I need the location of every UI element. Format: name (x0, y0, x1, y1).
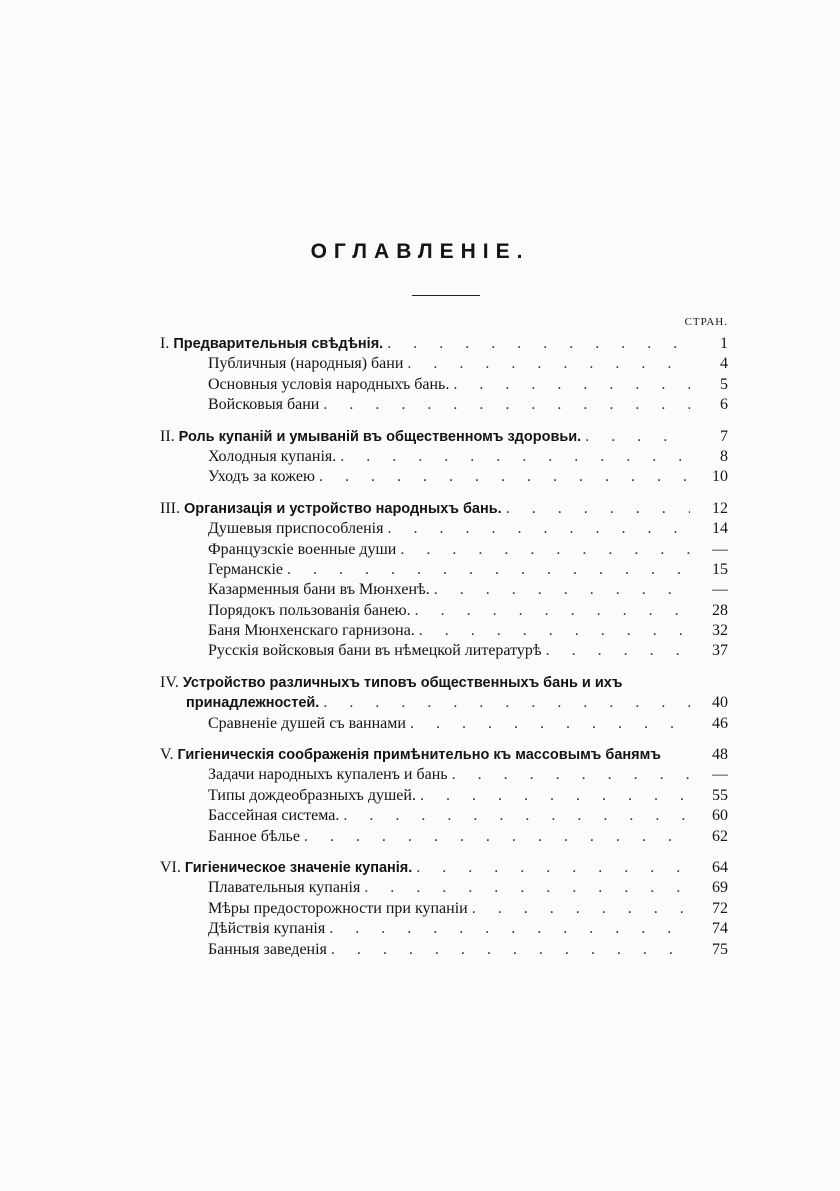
page-number: 10 (712, 468, 728, 486)
toc-entry-row (160, 899, 728, 919)
dot-leader (407, 354, 690, 374)
toc-entry-row (160, 765, 728, 785)
page-number: — (712, 540, 728, 558)
dot-leader (331, 940, 690, 960)
page-number: 37 (712, 642, 728, 660)
dot-leader (410, 714, 690, 734)
page-number: 6 (720, 396, 728, 414)
toc-entry-row (160, 878, 728, 898)
title-rule (412, 295, 480, 296)
toc-entry-row (160, 519, 728, 539)
toc-chapter-row (160, 858, 728, 878)
page-number: 40 (712, 694, 728, 712)
dot-leader (452, 765, 690, 785)
dot-leader (506, 499, 690, 519)
dot-leader (329, 919, 690, 939)
entry-title: Банное бѣлье (208, 827, 300, 845)
entry-title: Французскіе военные души (208, 540, 397, 558)
entry-title: Войсковыя бани (208, 396, 320, 414)
entry-title: Публичныя (народныя) бани (208, 355, 404, 373)
toc-entry-row (160, 580, 728, 600)
toc-entry-row (160, 447, 728, 467)
table-of-contents (160, 313, 728, 960)
toc-entry-row (160, 560, 728, 580)
entry-title: Холодныя купанія. (208, 447, 337, 465)
entry-title: Казарменныя бани въ Мюнхенѣ. (208, 581, 430, 599)
chapter-number: III. (160, 499, 184, 517)
dot-leader (304, 827, 690, 847)
toc-entry-row (160, 354, 728, 374)
entry-title: Типы дождеобразныхъ душей. (208, 786, 416, 804)
entry-title: Основныя условія народныхъ бань. (208, 375, 450, 393)
toc-chapter-row (160, 499, 728, 519)
entry-title: Дѣйствія купанія (208, 920, 326, 938)
toc-chapter-row (160, 427, 728, 447)
dot-leader (420, 786, 690, 806)
toc-chapter-row (160, 673, 728, 693)
page-number: — (712, 581, 728, 599)
toc-body (160, 334, 728, 960)
page-number: 8 (720, 447, 728, 465)
page-number: 64 (712, 858, 728, 876)
entry-title: Душевыя приспособленія (208, 520, 384, 538)
dot-leader (323, 395, 690, 415)
dot-leader (434, 580, 690, 600)
page-number: 5 (720, 375, 728, 393)
toc-entry-row (160, 714, 728, 734)
dot-leader (472, 899, 690, 919)
dot-leader (416, 858, 690, 878)
entry-title: Предварительныя свѣдѣнія. (173, 336, 384, 352)
dot-leader (319, 467, 690, 487)
page-number: 75 (712, 940, 728, 958)
chapter-number: II. (160, 427, 179, 445)
entry-title: Плавательныя купанія (208, 879, 361, 897)
dot-leader (415, 601, 690, 621)
toc-entry-row (160, 601, 728, 621)
toc-section (160, 673, 728, 734)
toc-entry-row (160, 540, 728, 560)
entry-title: Баня Мюнхенскаго гарнизона. (208, 622, 415, 640)
chapter-number: VI. (160, 858, 185, 876)
toc-entry-row (160, 467, 728, 487)
toc-entry-row (160, 827, 728, 847)
toc-entry-row (160, 786, 728, 806)
toc-section (160, 334, 728, 416)
chapter-number: I. (160, 335, 174, 352)
page-number: 28 (712, 601, 728, 619)
toc-section (160, 427, 728, 488)
dot-leader (387, 334, 690, 354)
toc-section (160, 499, 728, 662)
entry-title: Гигіеническое значеніе купанія. (184, 859, 413, 876)
page-number: 55 (712, 786, 728, 804)
toc-entry-row (160, 693, 728, 713)
dot-leader (400, 540, 690, 560)
dot-leader (546, 641, 690, 661)
entry-title: Бассейная система. (208, 807, 340, 825)
page-number: 69 (712, 879, 728, 897)
entry-title: Организація и устройство народныхъ бань. (183, 500, 502, 517)
dot-leader (419, 621, 690, 641)
page-number: 62 (712, 827, 728, 845)
entry-title: Гигіеническія соображенія примѣнительно къ массовымъ банямъ (177, 747, 661, 764)
entry-title: Порядокъ пользованія банею. (208, 601, 411, 619)
toc-entry-row (160, 641, 728, 661)
page-number: 46 (712, 714, 728, 732)
dot-leader (343, 806, 690, 826)
dot-leader (340, 447, 690, 467)
page-number: 15 (712, 560, 728, 578)
page-number: 7 (720, 427, 728, 445)
page-number: 4 (720, 355, 728, 373)
page-number: 12 (712, 499, 728, 517)
toc-entry-row (160, 621, 728, 641)
page-number: — (712, 766, 728, 784)
page-number: 72 (712, 899, 728, 917)
page-number: 60 (712, 807, 728, 825)
entry-title: Устройство различныхъ типовъ общественныхъ бань и ихъ (182, 674, 623, 691)
toc-entry-row (160, 919, 728, 939)
entry-title: Русскія войсковыя бани въ нѣмецкой литературѣ (208, 642, 542, 660)
toc-section (160, 858, 728, 960)
toc-entry-row (160, 375, 728, 395)
entry-title: Задачи народныхъ купаленъ и бань (208, 766, 448, 784)
entry-title: Сравненіе душей съ ваннами (208, 714, 406, 732)
dot-leader (364, 878, 690, 898)
page-number: 32 (712, 622, 728, 640)
entry-title: Мѣры предосторожности при купаніи (208, 899, 468, 917)
entry-title: Банныя заведенія (208, 940, 327, 958)
toc-entry-row (160, 940, 728, 960)
toc-entry-row (160, 395, 728, 415)
page-title: ОГЛАВЛЕНІЕ. (310, 240, 530, 263)
dot-leader (323, 693, 690, 713)
entry-title: Уходъ за кожею (208, 468, 315, 486)
page-number: 14 (712, 520, 728, 538)
chapter-number: IV. (160, 673, 183, 691)
dot-leader (585, 427, 690, 447)
entry-title: принадлежностей. (186, 695, 320, 712)
toc-section (160, 745, 728, 847)
entry-title: Германскіе (208, 560, 283, 578)
dot-leader (287, 560, 690, 580)
dot-leader (387, 519, 690, 539)
page-number: 74 (712, 920, 728, 938)
toc-chapter-row (160, 334, 728, 354)
page-number: 1 (720, 335, 728, 352)
dot-leader (453, 375, 690, 395)
chapter-number: V. (160, 746, 178, 764)
toc-chapter-row (160, 745, 728, 765)
page-column-label: СТРАН. (684, 316, 728, 328)
entry-title: Роль купаній и умываній въ общественномъ здоровьи. (178, 428, 582, 445)
toc-entry-row (160, 806, 728, 826)
page-number: 48 (712, 746, 728, 764)
